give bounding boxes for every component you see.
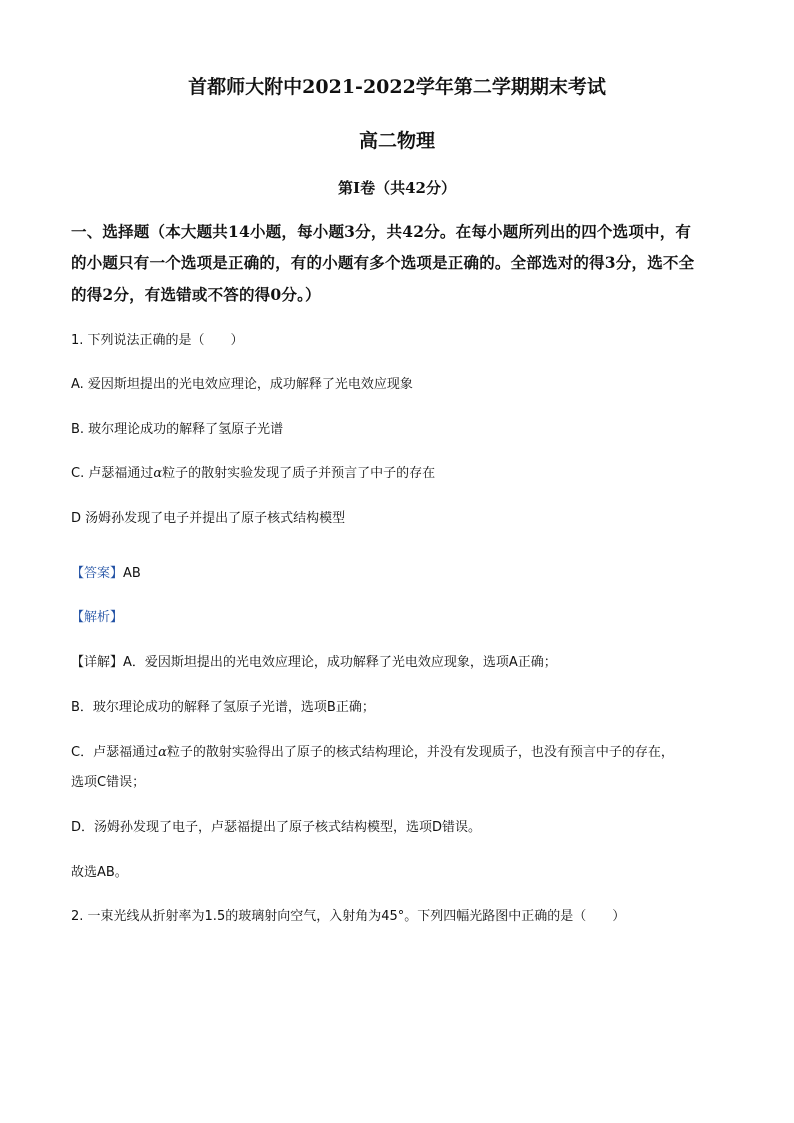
subject-heading: 高二物理 <box>358 130 435 152</box>
question-1-option-b: B. 玻尔理论成功的解释了氢原子光谱 <box>71 422 284 437</box>
detail-c-text-end: 粒子的散射实验得出了原子的核式结构理论，并没有发现质子，也没有预言中子的存在， <box>166 745 674 760</box>
instructions-line-2: 的小题只有一个选项是正确的，有的小题有多个选项是正确的。全部选对的得3分，选不全 <box>71 253 695 272</box>
alpha-symbol: α <box>153 466 163 481</box>
detail-c-text-start: C．卢瑟福通过 <box>71 745 159 760</box>
question-1-option-a: A. 爱因斯坦提出的光电效应理论，成功解释了光电效应现象 <box>71 377 413 392</box>
detail-line-d: D．汤姆孙发现了电子，卢瑟福提出了原子核式结构模型，选项D错误。 <box>71 820 482 835</box>
option-c-text-start: C. 卢瑟福通过 <box>71 466 154 481</box>
detail-a-text: A．爱因斯坦提出的光电效应理论，成功解释了光电效应现象，选项A正确； <box>123 655 557 670</box>
answer-tag: 【答案】 <box>71 566 124 581</box>
question-1-option-c <box>71 462 435 481</box>
detail-line-b: B．玻尔理论成功的解释了氢原子光谱，选项B正确； <box>71 700 375 715</box>
option-c-text-end: 粒子的散射实验发现了质子并预言了中子的存在 <box>162 466 436 481</box>
detail-tag: 【详解】 <box>71 655 124 670</box>
answer-value: AB <box>123 566 141 581</box>
detail-line-c <box>71 741 674 760</box>
analysis-tag: 【解析】 <box>71 610 124 625</box>
instructions-line-3: 的得2分，有选错或不答的得0分。） <box>71 285 321 304</box>
part-heading: 第I卷（共42分） <box>338 179 456 197</box>
question-1-stem: 1. 下列说法正确的是（ ） <box>71 333 244 348</box>
detail-line-a <box>71 651 557 670</box>
question-1-option-d: D 汤姆孙发现了电子并提出了原子核式结构模型 <box>71 511 346 526</box>
conclusion-line: 故选AB。 <box>71 865 128 880</box>
alpha-symbol: α <box>158 745 167 760</box>
question-2-stem: 2. 一束光线从折射率为1.5的玻璃射向空气，入射角为45°。下列四幅光路图中正确的是（ ） <box>71 909 626 924</box>
detail-line-c-continued: 选项C错误； <box>71 775 146 790</box>
exam-title: 首都师大附中2021-2022学年第二学期期末考试 <box>188 76 606 98</box>
instructions-line-1: 一、选择题（本大题共14小题，每小题3分，共42分。在每小题所列出的四个选项中，有 <box>71 222 692 241</box>
answer-line <box>71 562 141 581</box>
